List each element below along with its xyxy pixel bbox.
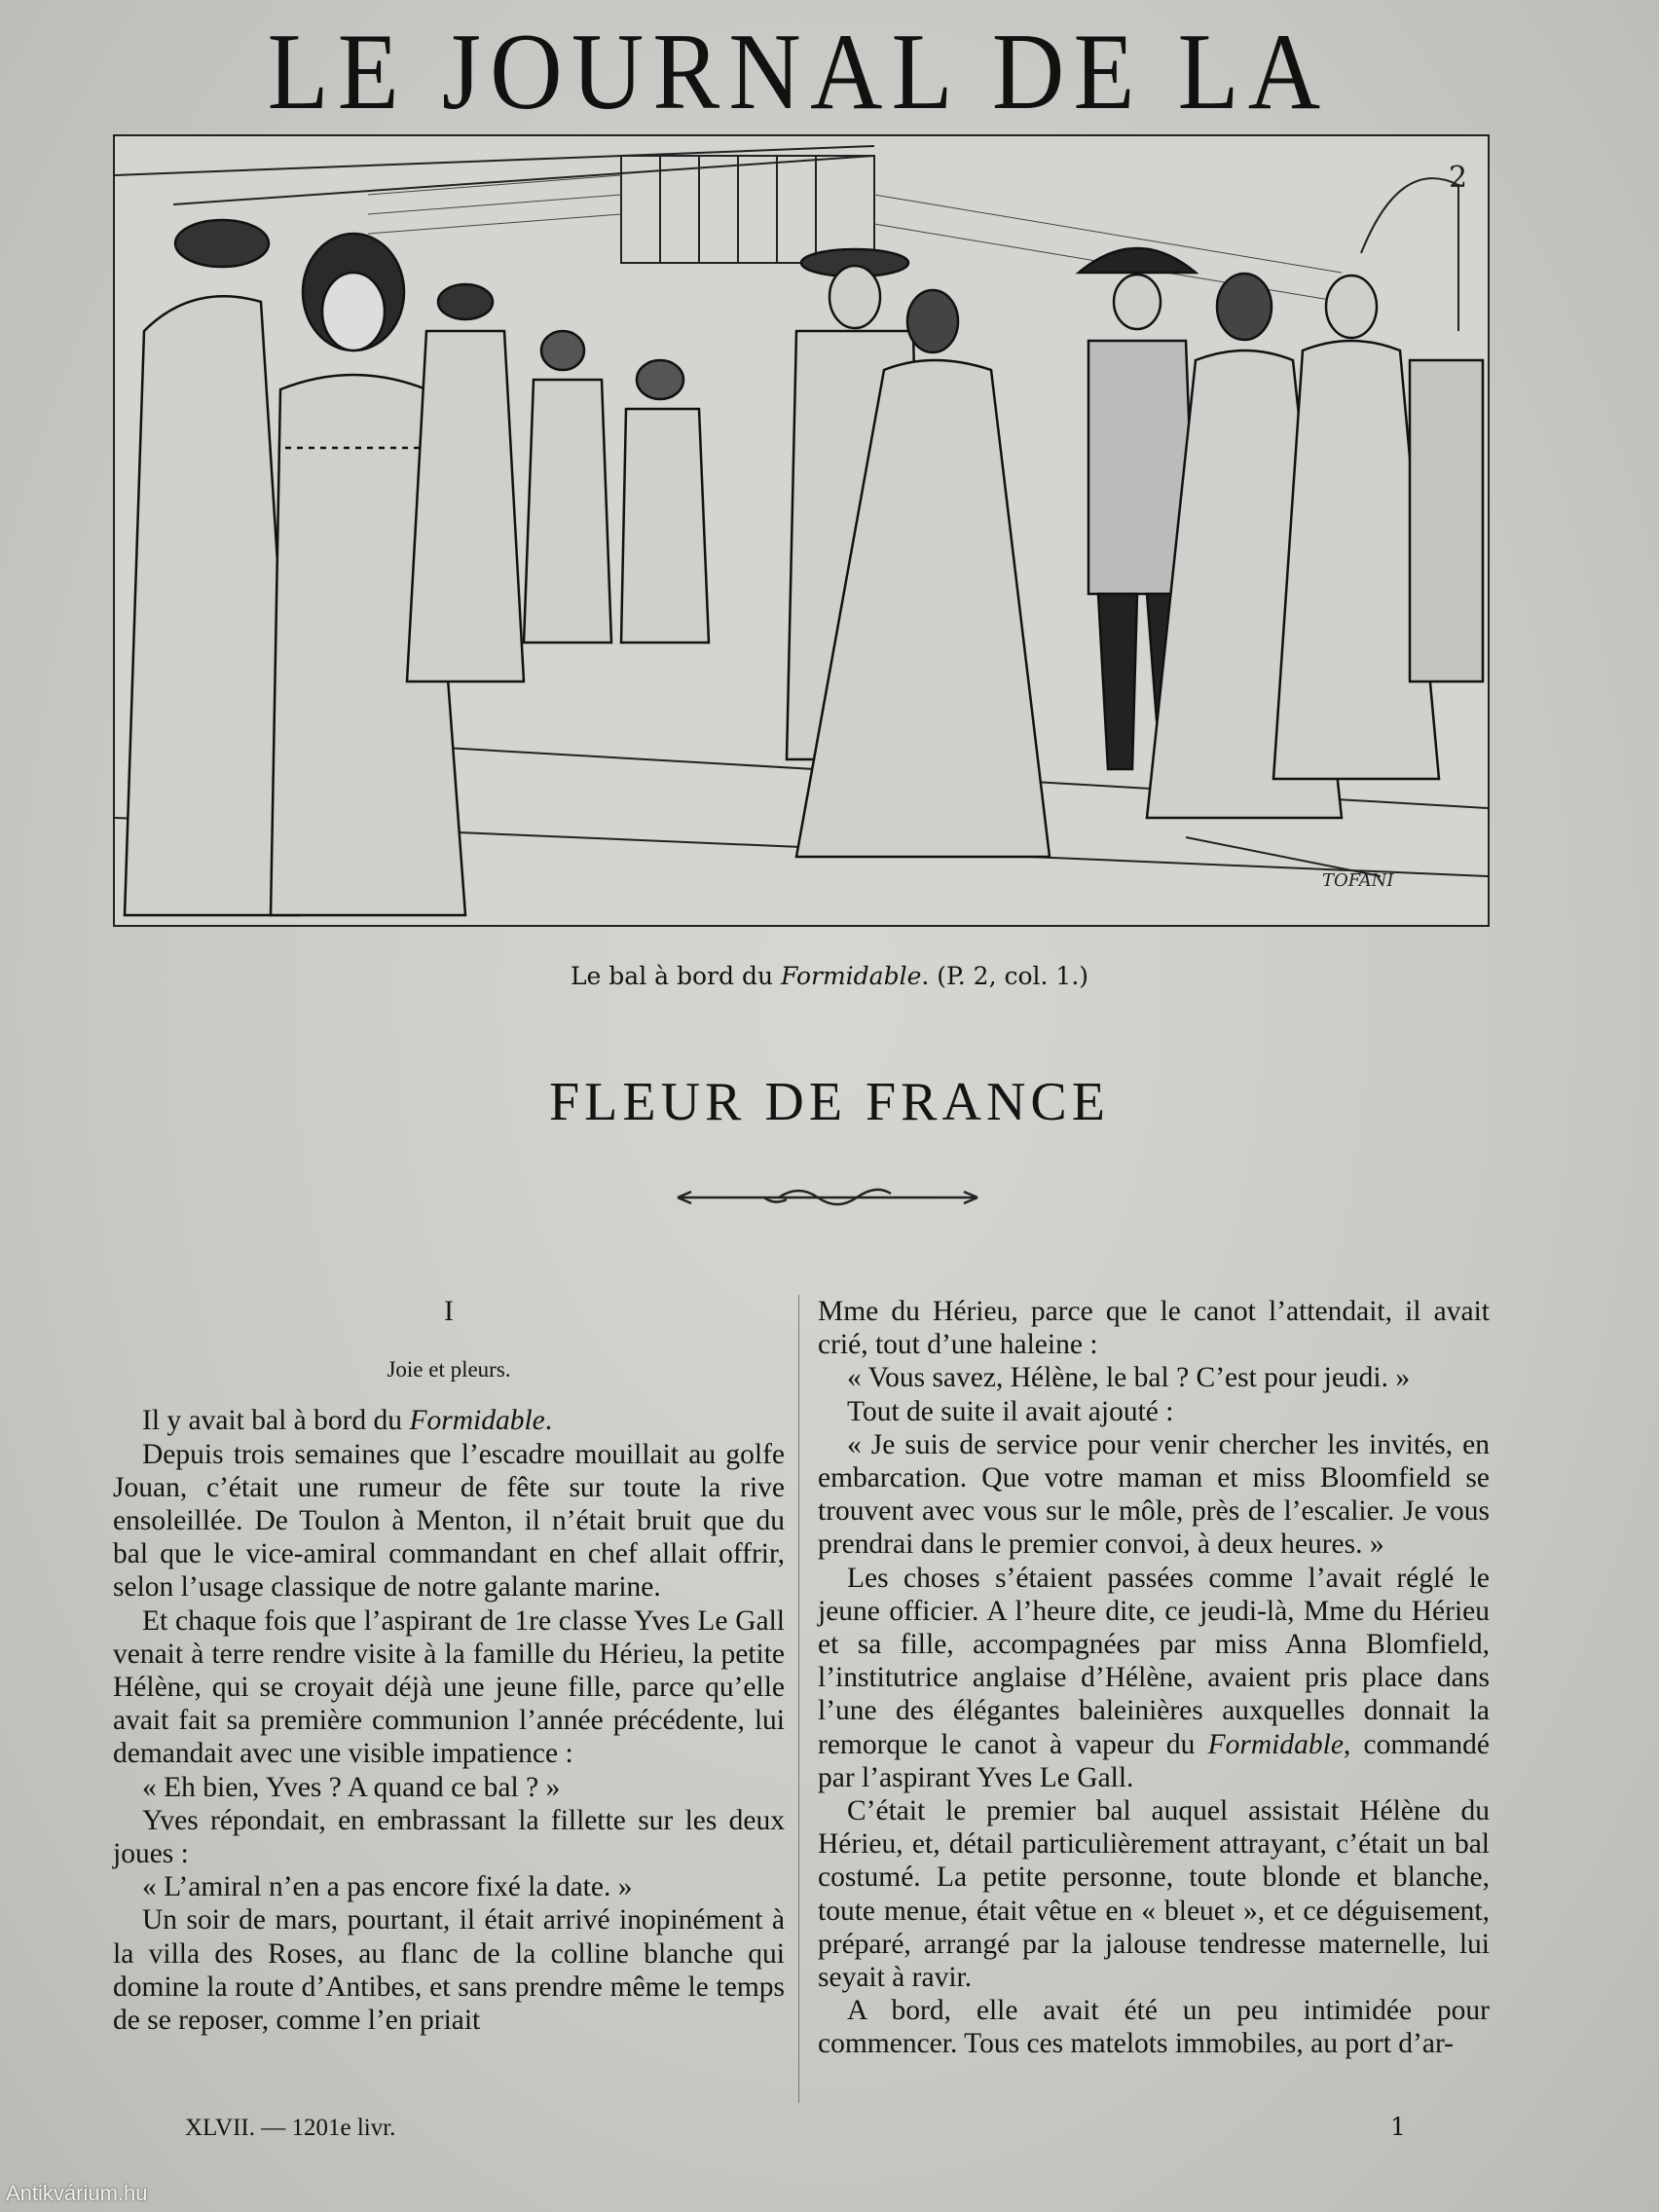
caption-text: Le bal à bord du xyxy=(570,962,781,990)
paragraph: Mme du Hérieu, parce que le canot l’attendait, il avait crié, tout d’une haleine : xyxy=(818,1296,1490,1361)
paragraph: Il y avait bal à bord du Formidable. xyxy=(142,1405,553,1437)
decorative-flourish-icon xyxy=(672,1180,983,1215)
paragraph: Yves répondait, en embrassant la fillette sur les deux joues : xyxy=(113,1804,785,1870)
story-title: FLEUR DE FRANCE xyxy=(549,1072,1110,1132)
artist-signature: TOFANI xyxy=(1322,870,1394,891)
signature-mark: 1 xyxy=(1390,2113,1406,2141)
paragraph: Depuis trois semaines que l’escadre mouillait au golfe Jouan, c’était une rumeur de fête sur toute la rive ensoleillée. De Toulon à Menton, il n’était bruit que du bal que le vice-amiral commandant en chef allait offrir, selon l’usage classique de notre galante marine. xyxy=(113,1438,785,1604)
masthead-title: LE JOURNAL DE LA xyxy=(267,12,1330,132)
paragraph: Un soir de mars, pourtant, il était arrivé inopinément à la villa des Roses, au flanc de la colline blanche qui domine la route d’Antibes, et sans prendre même le temps de se reposer, comme l’en priait xyxy=(113,1904,785,2037)
text-column-right xyxy=(818,1295,1490,2061)
engraving-illustration xyxy=(113,134,1490,927)
paragraph: A bord, elle avait été un peu intimidée pour commencer. Tous ces matelots immobiles, au port d’ar- xyxy=(818,1995,1490,2060)
paragraph: « Vous savez, Hélène, le bal ? C’est pour jeudi. » xyxy=(847,1362,1411,1394)
paragraph: « Je suis de service pour venir chercher les invités, en embarcation. Que votre maman et miss Bloomfield se trouvent avec vous sur le môle, près de l’escalier. Je vous prendrai dans le premier convoi, à deux heures. » xyxy=(818,1428,1490,1561)
column-divider xyxy=(798,1295,799,2103)
issue-number: XLVII. — 1201e livr. xyxy=(185,2115,396,2141)
caption-reference: . (P. 2, col. 1.) xyxy=(921,962,1089,990)
engraving-ball-scene-icon xyxy=(115,136,1488,925)
paragraph: « Eh bien, Yves ? A quand ce bal ? » xyxy=(142,1771,561,1803)
chapter-subtitle: Joie et pleurs. xyxy=(387,1357,511,1382)
text-column-left xyxy=(113,1295,785,2037)
paragraph: Les choses s’étaient passées comme l’avait réglé le jeune officier. A l’heure dite, ce jeudi-là, Mme du Hérieu et sa fille, accompagnées par miss Anna Blomfield, l’institutrice anglaise d’Hélène, avaient pris place dans l’une des élégantes baleinières auxquelles donnait la remorque le canot à vapeur du Formidable, commandé par l’aspirant Yves Le Gall. xyxy=(818,1562,1490,1793)
illustration-caption xyxy=(0,962,1659,990)
paragraph: Tout de suite il avait ajouté : xyxy=(847,1395,1174,1427)
paragraph: C’était le premier bal auquel assistait Hélène du Hérieu, et, détail particulièrement attrayant, c’était un bal costumé. La petite personne, toute blonde et blanche, toute menue, était vêtue en « bleuet », et ce déguisement, préparé, arrangé par la jalouse tendresse maternelle, lui seyait à ravir. xyxy=(818,1795,1490,1994)
paragraph: « L’amiral n’en a pas encore fixé la date. » xyxy=(142,1871,633,1903)
illustration-number: 2 xyxy=(1449,161,1468,195)
paragraph: Et chaque fois que l’aspirant de 1re classe Yves Le Gall venait à terre rendre visite à la famille du Hérieu, la petite Hélène, qui se croyait déjà une jeune fille, parce qu’elle avait fait sa première communion l’année précédente, lui demandait avec une visible impatience : xyxy=(113,1604,785,1770)
chapter-number: I xyxy=(444,1295,454,1327)
caption-ship-name: Formidable xyxy=(781,962,922,990)
watermark: Antikvárium.hu xyxy=(6,2181,148,2205)
